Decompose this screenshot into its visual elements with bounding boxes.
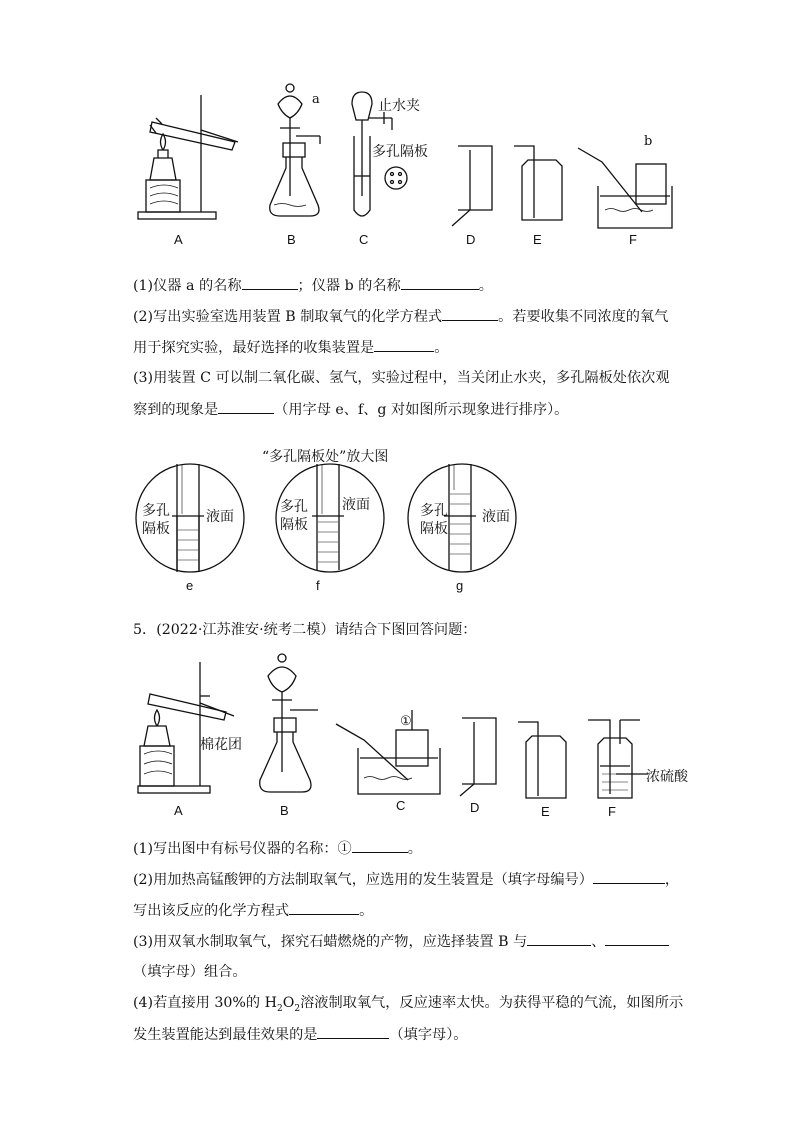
q4-p1-pre: (1)仪器 a 的名称 (133, 278, 242, 294)
q5-p1-pre: (1)写出图中有标号仪器的名称： (133, 841, 338, 857)
fig3-label-1: B (280, 803, 289, 818)
apparatus2-d-collector (460, 718, 496, 796)
apparatus-drawings-2 (0, 648, 794, 818)
q5-p2-l2-end: 。 (359, 903, 374, 919)
circle-g-plate-l2: 隔板 (420, 521, 448, 537)
fig1-label-0: A (174, 232, 183, 247)
q4-p2-end: 。若要收集不同浓度的氧气 (498, 309, 669, 325)
fig1-label-4: E (533, 232, 542, 247)
q4-p2-l2-end: 。 (434, 340, 449, 356)
q5-p2-l2-pre: 写出该反应的化学方程式 (133, 903, 290, 919)
apparatus-drawings-1 (0, 0, 794, 260)
fig1-label-2: C (359, 232, 369, 247)
label-letter-a: a (312, 92, 320, 107)
circle-g-plate-l1: 多孔 (420, 503, 448, 519)
q5-part2-line1 (133, 869, 679, 890)
q4-blank-4[interactable] (374, 337, 434, 352)
circle-f-liquid: 液面 (342, 497, 370, 513)
apparatus2-b-flask (260, 654, 318, 792)
apparatus-e-collector (514, 146, 562, 220)
fig3-label-2: C (396, 798, 406, 813)
apparatus2-a-heating (138, 662, 234, 793)
q5-part3-line1 (133, 931, 669, 952)
q5-p4-sub1: 2 (276, 1003, 283, 1014)
circle-g-liquid: 液面 (482, 509, 510, 525)
q5-p4-end: 溶液制取氧气，反应速率太快。为获得平稳的气流，如图所示 (300, 995, 684, 1011)
q5-part4-line2 (133, 1024, 467, 1045)
q5-p4-l2-end: （填字母）。 (389, 1027, 468, 1043)
apparatus2-c-trough (336, 710, 440, 794)
fig1-label-5: F (629, 232, 637, 247)
q4-p3-l1: (3)用装置 C 可以制二氧化碳、氢气，实验过程中，当关闭止水夹，多孔隔板处依次观 (133, 370, 670, 386)
q5-p1-mark: ① (337, 841, 352, 857)
q4-p2-pre: (2)写出实验室选用装置 B 制取氧气的化学方程式 (133, 309, 443, 325)
q5-p2-end: ， (664, 872, 680, 888)
apparatus-d-collector (452, 146, 492, 226)
q4-part1 (133, 275, 493, 296)
q4-p3-l2-pre: 察到的现象是 (133, 402, 219, 418)
circle-f-plate-l2: 隔板 (280, 517, 308, 533)
q5-p2-pre: (2)用加热高锰酸钾的方法制取氧气，应选用的发生装置是（填字母编号） (133, 872, 593, 888)
q5-part2-line2 (133, 900, 373, 921)
q4-part2-line2 (133, 337, 448, 358)
apparatus2-f-drying (588, 720, 648, 798)
q5-p3-l2: （填字母）组合。 (133, 964, 247, 980)
q5-part1 (133, 838, 422, 859)
q5-part3-line2 (133, 962, 247, 982)
q5-header (133, 620, 476, 640)
q5-p1-end: 。 (407, 841, 422, 857)
figure2-title: “多孔隔板处”放大图 (262, 449, 389, 465)
q5-blank-6[interactable] (317, 1024, 389, 1039)
q5-blank-1[interactable] (352, 838, 408, 853)
circle-f-letter: f (316, 578, 320, 593)
enlarged-circles (0, 460, 794, 600)
circle-e-letter: e (186, 578, 194, 593)
q5-part4-line1 (133, 993, 683, 1019)
fig3-label-4: E (541, 804, 550, 819)
label-clamp: 止水夹 (378, 98, 420, 114)
fig1-label-1: B (287, 232, 296, 247)
label-cotton: 棉花团 (200, 737, 242, 753)
circle-e-plate-l2: 隔板 (142, 521, 170, 537)
q4-part2-line1 (133, 306, 668, 327)
q5-blank-5[interactable] (605, 931, 669, 946)
label-porous-plate: 多孔隔板 (372, 144, 428, 160)
q4-p1-end: 。 (478, 278, 493, 294)
label-letter-b: b (644, 134, 653, 149)
apparatus-a-heating (138, 95, 238, 219)
q5-p3-sep: 、 (591, 934, 606, 950)
q5-p4-sub2: 2 (294, 1003, 301, 1014)
q5-p4-mid: O (282, 995, 295, 1011)
circle-g-letter: g (456, 578, 464, 593)
circle-f-plate-l1: 多孔 (280, 499, 308, 515)
q4-blank-3[interactable] (442, 306, 498, 321)
q5-p3-pre: (3)用双氧水制取氧气，探究石蜡燃烧的产物，应选择装置 B 与 (133, 934, 528, 950)
q4-part3-line1 (133, 368, 670, 388)
apparatus2-e-collector (518, 722, 566, 798)
q4-part3-line2 (133, 399, 568, 420)
fig3-label-0: A (174, 803, 183, 818)
label-acid: 浓硫酸 (646, 769, 688, 785)
q5-blank-4[interactable] (527, 931, 591, 946)
circle-e-liquid: 液面 (206, 509, 234, 525)
q4-blank-2[interactable] (401, 275, 479, 290)
fig3-label-5: F (608, 804, 616, 819)
fig1-label-3: D (466, 232, 476, 247)
q4-blank-5[interactable] (218, 399, 274, 414)
q4-blank-1[interactable] (242, 275, 298, 290)
fig3-label-3: D (470, 800, 480, 815)
q5-blank-2[interactable] (593, 869, 665, 884)
q4-p3-l2-end: （用字母 e、f、g 对如图所示现象进行排序）。 (274, 402, 569, 418)
label-mark-1: ① (400, 714, 412, 729)
q5-header-text: 5．(2022·江苏淮安·统考二模）请结合下图回答问题： (133, 622, 477, 638)
q5-blank-3[interactable] (289, 900, 359, 915)
apparatus-f-trough (578, 148, 672, 228)
circle-e-plate-l1: 多孔 (142, 503, 170, 519)
q4-p1-mid: ；仪器 b 的名称 (297, 278, 401, 294)
q5-p4-pre: (4)若直接用 30%的 H (133, 995, 277, 1011)
q4-p2-l2-pre: 用于探究实验，最好选择的收集装置是 (133, 340, 375, 356)
q5-p4-l2-pre: 发生装置能达到最佳效果的是 (133, 1027, 318, 1043)
